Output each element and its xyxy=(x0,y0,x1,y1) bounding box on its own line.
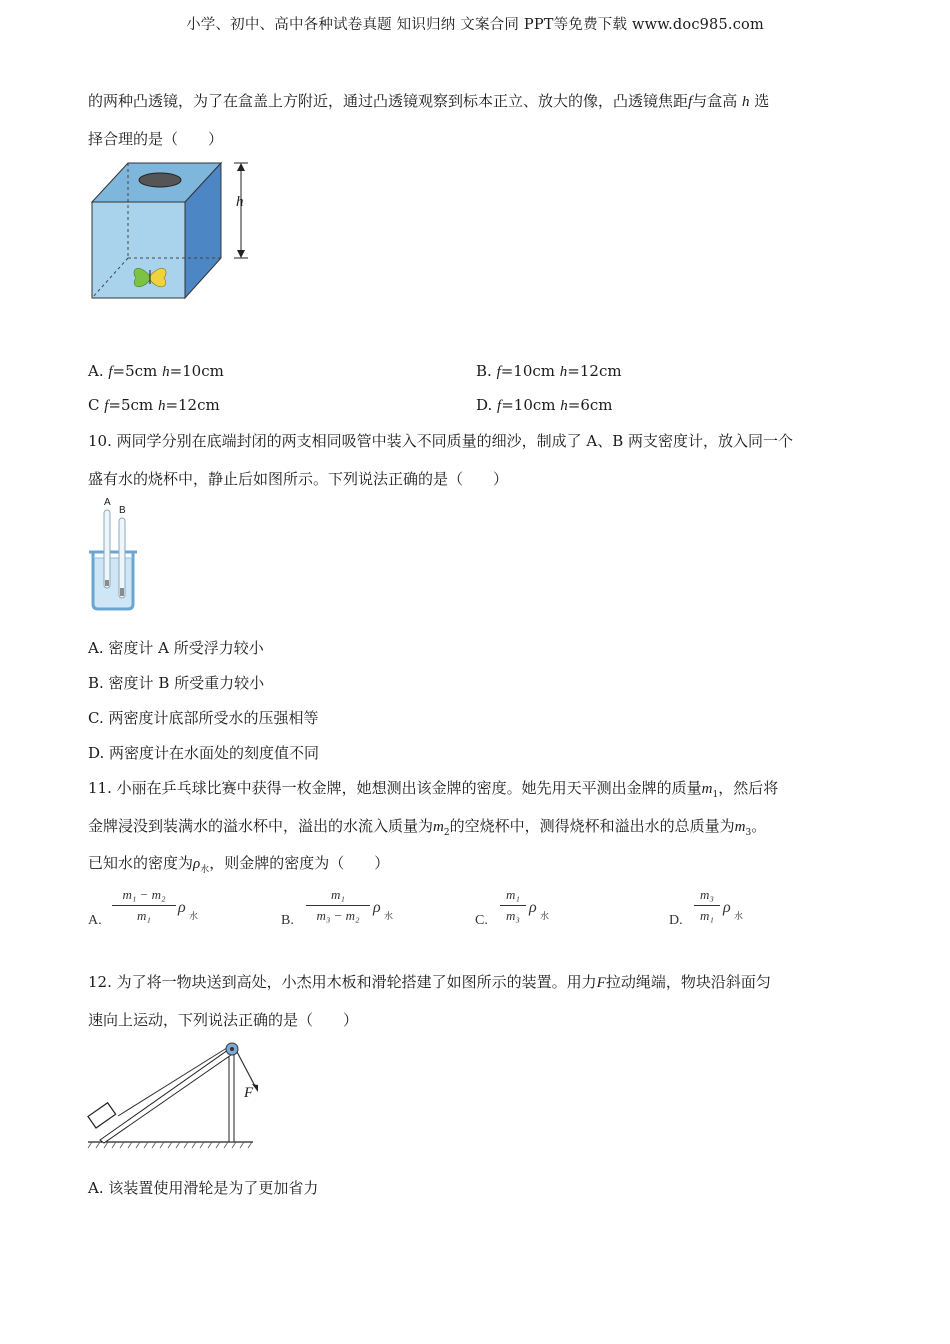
q11-stem-text-a: 金牌浸没到装满水的溢水杯中，溢出的水流入质量为 xyxy=(88,817,434,835)
q10-option-a[interactable]: A. 密度计 A 所受浮力较小 xyxy=(88,639,264,657)
q9-option-a[interactable] xyxy=(88,362,224,381)
q11-stem-text-b: 的空烧杯中，测得烧杯和溢出水的总质量为 xyxy=(449,817,735,835)
fraction-denominator: m₃ − m₂ xyxy=(316,908,360,923)
option-label: D. xyxy=(476,396,498,414)
q12-stem-text-a: 12. 为了将一物块送到高处，小杰用木板和滑轮搭建了如图所示的装置。用力 xyxy=(88,973,597,991)
var-h: h xyxy=(162,364,170,380)
q12-stem-line1 xyxy=(88,971,771,992)
var-F: F xyxy=(596,975,606,991)
var-m3: m xyxy=(734,819,746,835)
var-m1: m xyxy=(701,781,713,797)
fraction-bar xyxy=(306,905,370,906)
q9-stem-line1 xyxy=(88,90,769,111)
q10-stem-line2: 盛有水的烧杯中，静止后如图所示。下列说法正确的是（ ） xyxy=(88,470,509,488)
subscript-2: 2 xyxy=(443,828,450,838)
option-text: =12cm xyxy=(567,362,622,380)
q11-option-b-rho: ρ xyxy=(373,899,381,916)
q10-label-a: A xyxy=(104,497,111,508)
q12-incline-figure xyxy=(88,1040,258,1150)
q12-figure-label-F: F xyxy=(244,1085,254,1101)
q10-option-c[interactable]: C. 两密度计底部所受水的压强相等 xyxy=(88,709,319,727)
q9-stem-text-b: 与盒高 xyxy=(692,92,738,110)
q9-option-d[interactable] xyxy=(476,396,613,415)
subscript-1: 1 xyxy=(712,790,719,800)
option-text: =5cm xyxy=(112,362,163,380)
q11-stem-text-a: 已知水的密度为 xyxy=(88,854,194,872)
q11-option-d-rho-sub: 水 xyxy=(734,912,744,922)
q10-beaker-figure xyxy=(86,500,146,612)
q10-label-b: B xyxy=(119,505,126,516)
q11-option-c-fraction[interactable] xyxy=(500,887,526,924)
var-f: f xyxy=(688,94,693,110)
var-rho: ρ xyxy=(193,856,201,872)
fraction-denominator: m₃ xyxy=(506,908,520,923)
q11-stem-line1 xyxy=(88,777,778,800)
option-text: =10cm xyxy=(500,362,560,380)
fraction-bar xyxy=(500,905,526,906)
q11-option-b-fraction[interactable] xyxy=(306,887,370,924)
var-f: f xyxy=(108,364,113,380)
fraction-denominator: m₁ xyxy=(700,908,714,923)
option-label: B. xyxy=(476,362,497,380)
q11-option-c-label[interactable]: C. xyxy=(475,913,488,928)
page-header: 小学、初中、高中各种试卷真题 知识归纳 文案合同 PPT等免费下载 www.doc985.com xyxy=(186,17,764,33)
option-text: =12cm xyxy=(165,396,220,414)
q11-option-b-rho-sub: 水 xyxy=(384,912,394,922)
q9-option-b[interactable] xyxy=(476,362,622,381)
var-f: f xyxy=(104,398,109,414)
q11-stem-line2 xyxy=(88,815,766,838)
q11-stem-text-a: 11. 小丽在乒乓球比赛中获得一枚金牌，她想测出该金牌的密度。她先用天平测出金牌的质量 xyxy=(88,779,702,797)
var-m2: m xyxy=(433,819,444,835)
var-h: h xyxy=(157,398,166,414)
q10-stem-line1: 10. 两同学分别在底端封闭的两支相同吸管中装入不同质量的细沙，制成了 A、B 两支密度计，放入同一个 xyxy=(88,432,794,450)
fraction-denominator: m₁ xyxy=(137,908,151,923)
option-label: A. xyxy=(88,362,109,380)
q12-option-a[interactable]: A. 该装置使用滑轮是为了更加省力 xyxy=(88,1179,319,1197)
option-label: C xyxy=(88,396,105,414)
q11-option-a-fraction[interactable] xyxy=(112,887,176,924)
q9-stem-text-a: 的两种凸透镜，为了在盒盖上方附近，通过凸透镜观察到标本正立、放大的像，凸透镜焦距 xyxy=(88,92,689,110)
q10-option-b[interactable]: B. 密度计 B 所受重力较小 xyxy=(88,674,265,692)
var-f: f xyxy=(496,364,501,380)
var-f: f xyxy=(497,398,502,414)
var-h: h xyxy=(560,398,568,414)
subscript-3: 3 xyxy=(745,828,752,838)
q11-option-c-rho-sub: 水 xyxy=(540,912,550,922)
q11-option-d-label[interactable]: D. xyxy=(669,913,683,928)
q11-option-d-fraction[interactable] xyxy=(694,887,720,924)
q12-stem-line2: 速向上运动，下列说法正确的是（ ） xyxy=(88,1011,359,1029)
option-text: =5cm xyxy=(108,396,158,414)
q11-option-d-rho: ρ xyxy=(723,899,731,916)
q11-option-c-rho: ρ xyxy=(529,899,537,916)
q10-option-d[interactable]: D. 两密度计在水面处的刻度值不同 xyxy=(88,744,320,762)
q9-stem-text-c: 选 xyxy=(754,92,770,110)
q11-option-a-rho: ρ xyxy=(178,899,186,916)
fraction-numerator: m₁ xyxy=(506,887,520,902)
q11-option-b-label[interactable]: B. xyxy=(281,913,294,928)
q11-option-a-rho-sub: 水 xyxy=(189,912,199,922)
q11-stem-text-b: ，则金牌的密度为（ ） xyxy=(209,854,390,872)
fraction-bar xyxy=(694,905,720,906)
option-text: =10cm xyxy=(501,396,561,414)
fraction-numerator: m₁ − m₂ xyxy=(122,887,166,902)
option-text: =6cm xyxy=(567,396,613,414)
fraction-numerator: m₃ xyxy=(700,887,714,902)
q11-stem-text-c: 。 xyxy=(751,817,767,835)
q9-box-figure xyxy=(88,158,268,303)
subscript-water: 水 xyxy=(200,865,210,875)
q9-stem-line2: 择合理的是（ ） xyxy=(88,130,224,148)
q11-stem-line3 xyxy=(88,852,389,875)
fraction-bar xyxy=(112,905,176,906)
var-h: h xyxy=(559,364,568,380)
q11-option-a-label[interactable]: A. xyxy=(88,913,102,928)
option-text: =10cm xyxy=(169,362,224,380)
var-h: h xyxy=(741,94,750,110)
fraction-numerator: m₁ xyxy=(331,887,345,902)
q9-figure-label-h: h xyxy=(236,194,244,210)
q12-stem-text-b: 拉动绳端，物块沿斜面匀 xyxy=(605,973,771,991)
q11-stem-text-b: ，然后将 xyxy=(718,779,779,797)
q9-option-c[interactable] xyxy=(88,396,220,415)
